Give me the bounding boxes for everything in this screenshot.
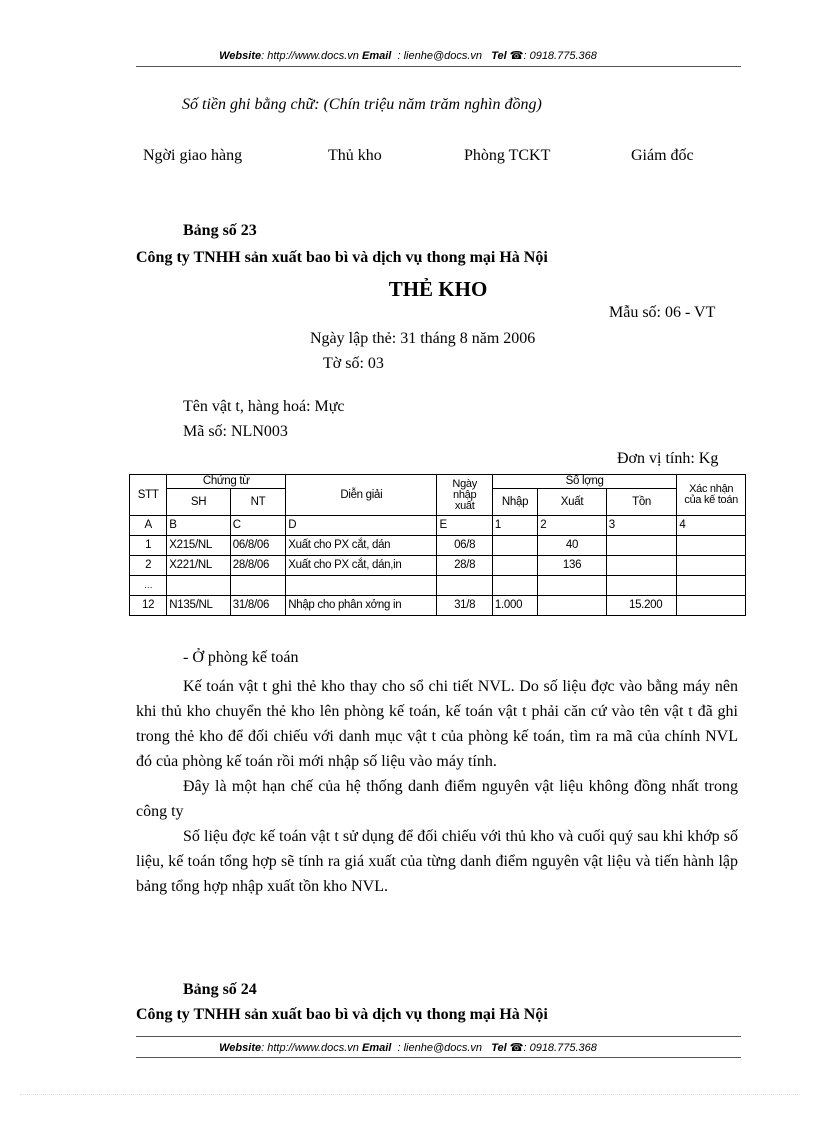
table-row: 1 X215/NL 06/8/06 Xuất cho PX cắt, dán 06/8 40	[130, 536, 746, 556]
table23-label: Bảng số 23	[183, 222, 257, 239]
paragraph-3: Số liệu đợc kế toán vật t sử dụng để đối chiếu với thủ kho và cuối quý sau khi khớp số liệu, kế toán tổng hợp sẽ tính ra giá xuất của từng danh điểm nguyên vật liệu và tiến hành lập bảng tổng hợp nhập xuất tồn kho NVL.	[136, 828, 738, 895]
card-date: Ngày lập thẻ: 31 tháng 8 năm 2006	[310, 330, 536, 347]
table-row: 12 N135/NL 31/8/06 Nhập cho phân xởng in 31/8 1.000 15.200	[130, 596, 746, 616]
page-edge-divider	[20, 1094, 800, 1095]
col-dien-giai: Diễn giải	[286, 475, 437, 516]
signature-director: Giám đốc	[631, 147, 694, 164]
footer-rule-bottom	[136, 1057, 741, 1058]
col-nt: NT	[230, 489, 285, 516]
section-accounting: - Ở phòng kế toán	[183, 649, 299, 666]
col-nhap: Nhập	[492, 489, 537, 516]
page-header: Website: http://www.docs.vn Email : lienhe@docs.vn Tel ☎: 0918.775.368	[219, 50, 597, 62]
paragraph-1: Kế toán vật t ghi thẻ kho thay cho sổ chi tiết NVL. Do số liệu đợc vào bằng máy nên khi thủ kho chuyển thẻ kho lên phòng kế toán, kế toán vật t phải căn cứ vào tên vật t đã ghi trong thẻ kho để đối chiếu với danh mục vật t của phòng kế toán, tìm ra mã của chính NVL đó của phòng kế toán rồi mới nhập số liệu vào máy tính.	[136, 678, 738, 770]
table24-label: Bảng số 24	[183, 981, 257, 998]
col-xac-nhan: Xác nhận của kế toán	[677, 475, 746, 516]
material-name: Tên vật t, hàng hoá: Mực	[183, 398, 345, 415]
phone-icon: ☎	[509, 50, 524, 62]
col-ngay: Ngày nhập xuất	[437, 475, 492, 516]
signature-finance: Phòng TCKT	[464, 147, 551, 164]
card-title: THẺ KHO	[388, 277, 488, 301]
paragraph-2: Đây là một hạn chế của hệ thống danh điểm nguyên vật liệu không đồng nhất trong công ty	[136, 778, 738, 820]
material-code: Mã số: NLN003	[183, 423, 288, 440]
table24-company: Công ty TNHH sản xuất bao bì và dịch vụ thong mại Hà Nội	[136, 1006, 548, 1023]
signature-storekeeper: Thủ kho	[328, 147, 382, 164]
table-row: …	[130, 576, 746, 596]
signature-deliverer: Ngời giao hàng	[143, 147, 243, 164]
table-code-row: A B C D E 1 2 3 4	[130, 516, 746, 536]
header-rule	[136, 66, 741, 67]
footer-rule	[136, 1036, 741, 1037]
unit-of-measure: Đơn vị tính: Kg	[617, 450, 719, 467]
col-xuat: Xuất	[538, 489, 607, 516]
col-chung-tu: Chứng từ	[167, 475, 286, 489]
amount-in-words: Số tiền ghi bằng chữ: (Chín triệu năm trăm nghìn đồng)	[182, 96, 542, 113]
table-header-row	[130, 475, 746, 489]
table23-company: Công ty TNHH sản xuất bao bì và dịch vụ thong mại Hà Nội	[136, 249, 548, 266]
col-stt: STT	[130, 475, 167, 516]
col-so-luong: Số lợng	[492, 475, 676, 489]
phone-icon: ☎	[509, 1042, 524, 1054]
body-text	[136, 674, 738, 899]
sheet-number: Tờ số: 03	[323, 355, 384, 372]
col-ton: Tồn	[606, 489, 677, 516]
stock-card-table	[129, 474, 746, 616]
form-number: Mẫu số: 06 - VT	[609, 304, 716, 321]
table-row: 2 X221/NL 28/8/06 Xuất cho PX cắt, dán,in 28/8 136	[130, 556, 746, 576]
col-sh: SH	[167, 489, 231, 516]
page-footer: Website: http://www.docs.vn Email : lienhe@docs.vn Tel ☎: 0918.775.368	[219, 1042, 597, 1054]
